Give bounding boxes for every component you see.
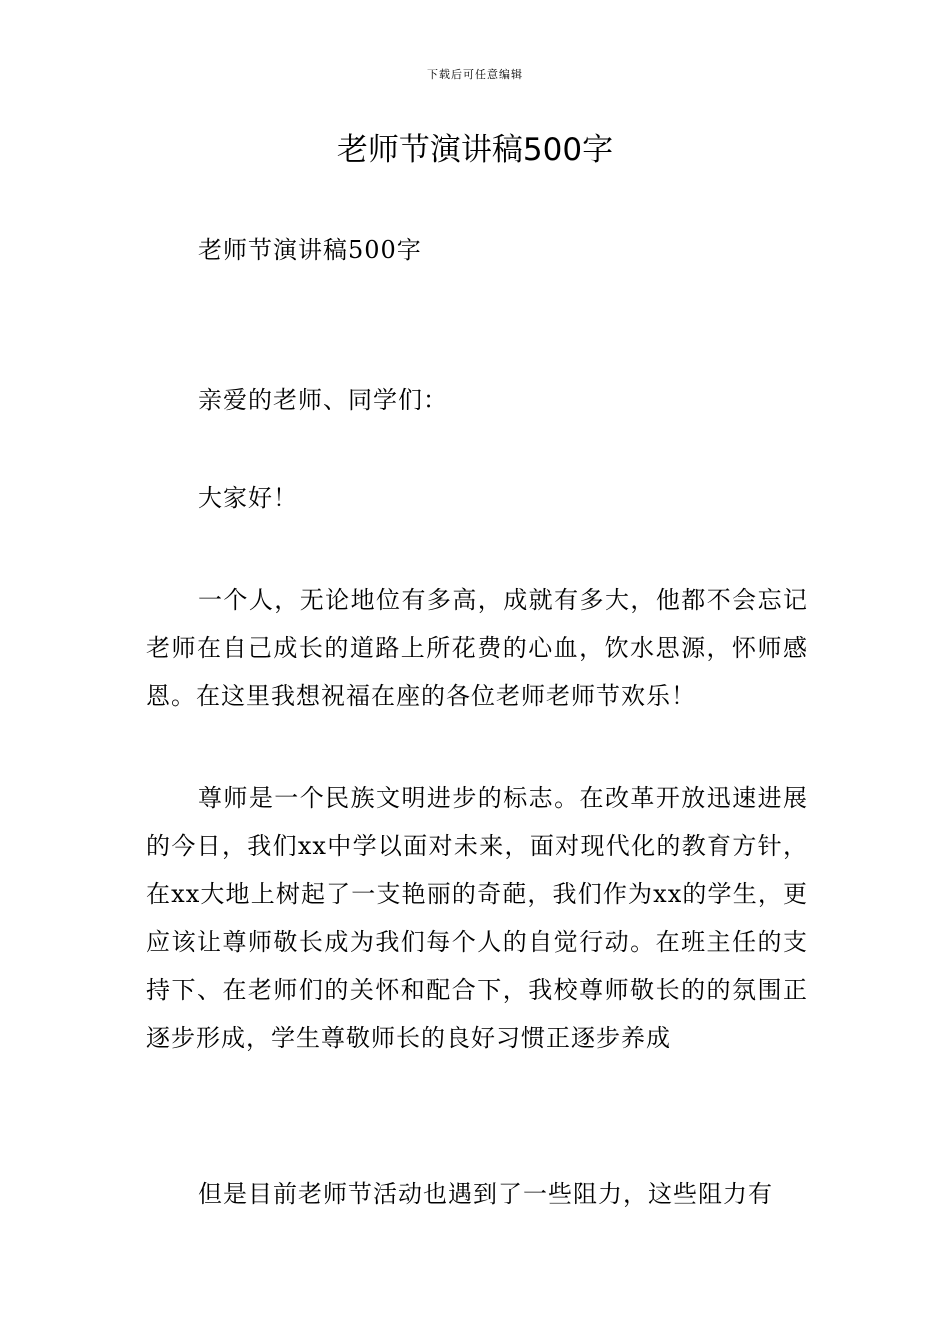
paragraph-1: 一个人，无论地位有多高，成就有多大，他都不会忘记老师在自己成长的道路上所花费的心血，饮水思源，怀师感恩。在这里我想祝福在座的各位老师老师节欢乐！	[146, 586, 808, 710]
hello-paragraph: 大家好！	[198, 484, 298, 512]
paragraph-2: 尊师是一个民族文明进步的标志。在改革开放迅速进展的今日，我们xx中学以面对未来，面对现代化的教育方针，在xx大地上树起了一支艳丽的奇葩，我们作为xx的学生，更应该让尊师敬长成为我们每个人的自觉行动。在班主任的支持下、在老师们的关怀和配合下，我校尊师敬长的的氛围正逐步形成，学生尊敬师长的良好习惯正逐步养成	[146, 784, 808, 1052]
subtitle-paragraph: 老师节演讲稿500字	[198, 236, 422, 264]
paragraph-3: 但是目前老师节活动也遇到了一些阻力，这些阻力有	[198, 1180, 773, 1208]
header-note: 下载后可任意编辑	[427, 68, 523, 81]
greeting-paragraph: 亲爱的老师、同学们：	[198, 386, 448, 414]
page-title: 老师节演讲稿500字	[336, 132, 614, 168]
